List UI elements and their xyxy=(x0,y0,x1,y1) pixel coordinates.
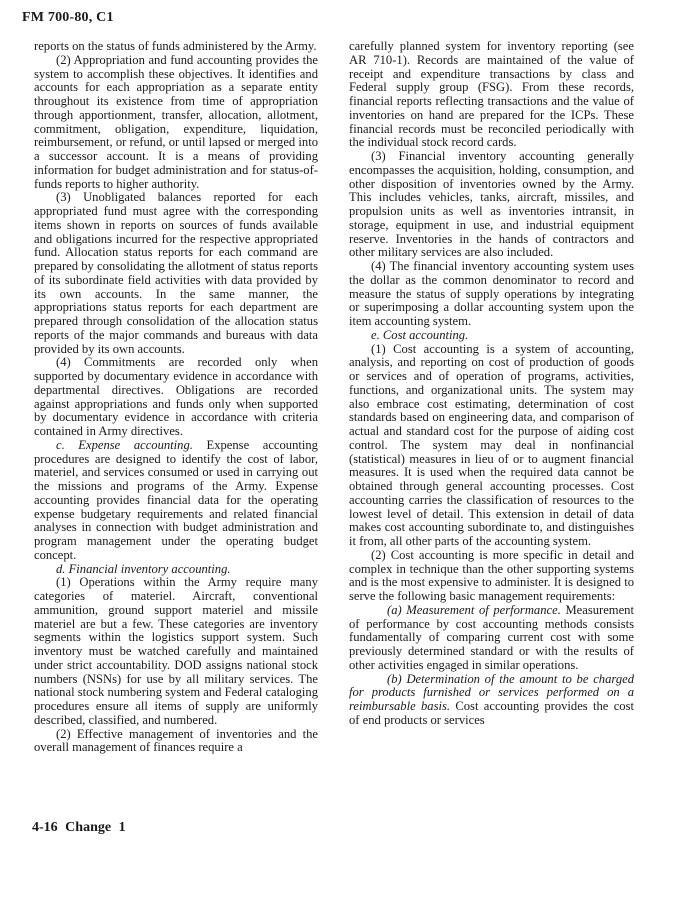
paragraph: carefully planned system for inventory reporting (see AR 710-1). Records are maintained of the value of receipt and expenditure transactions by class and Federal supply group (FSG). From these records, financial reports reflecting transactions and the value of inventories on hand are prepared for the ICPs. These financial records must be reconciled periodically with the individual stock record cards. xyxy=(349,39,634,150)
paragraph: (2) Appropriation and fund accounting provides the system to accomplish these objectives. It identifies and accounts for each appropriation as a separate entity throughout its existence from time of appropriation through apportionment, transfer, allocation, allotment, commitment, obligation, expenditure, liquidation, reimbursement, or refund, or until lapsed or merged into a successor account. It is a means of providing information for budget administration and for status-of-funds reports to higher authority. xyxy=(34,52,318,191)
paragraph: (a) Measurement of performance. Measurement of performance by cost accounting methods consists fundamentally of comparing current cost with some previously determined standard or with the results of other activities engaged in similar operations. xyxy=(349,602,634,672)
paragraph: (1) Operations within the Army require many categories of materiel. Aircraft, conventional ammunition, ground support materiel and missile materiel are but a few. These categories are inventory segments within the logistics support system. Such inventory must be watched carefully and maintained under strict accountability. DOD assigns national stock numbers (NSNs) for use by all military services. The national stock numbering system and Federal cataloging procedures ensure all items of supply are uniformly described, classified, and numbered. xyxy=(34,575,318,727)
paragraph: reports on the status of funds administered by the Army. xyxy=(34,39,317,53)
paragraph: c. Expense accounting. Expense accounting procedures are designed to identify the cost of labor, materiel, and services consumed or used in carrying out the missions and programs of the Army. Expense accounting provides financial data for the operating expense budgetary requirements and related financial analyses in connection with budget administration and program management under the operating budget concept. xyxy=(34,437,318,562)
paragraph: (2) Effective management of inventories and the overall management of finances require a xyxy=(34,726,318,755)
change-label: Change 1 xyxy=(65,820,126,835)
paragraph: (3) Unobligated balances reported for each appropriated fund must agree with the corresponding items shown in reports on sources of funds available and obligations incurred for the respective appropriated fund. Allocation status reports for each command are prepared by consolidating the allotment of status reports of its subordinate field activities with data provided by its own accounts. In the same manner, the appropriations status reports for each department are prepared through consolidation of the allocation status reports of the major commands and bureaus with data provided by its own accounts. xyxy=(34,190,318,356)
page-number: 4-16 xyxy=(32,820,58,835)
subsection-heading: (a) Measurement of performance. xyxy=(387,602,561,617)
paragraph: (b) Determination of the amount to be charged for products furnished or services performed on a reimbursable basis. Cost accounting provides the cost of end products or services xyxy=(349,671,634,727)
paragraph: (4) The financial inventory accounting system uses the dollar as the common denominator to record and measure the status of supply operations by integrating or superimposing a dollar accounting system upon the item accounting system. xyxy=(349,259,634,328)
section-heading: e. Cost accounting. xyxy=(371,327,469,342)
paragraph: (2) Cost accounting is more specific in detail and complex in technique than the other supporting systems and is the most expensive to administer. It is designed to serve the following basic management requirements: xyxy=(349,547,634,603)
subsection-heading: (b) Determination of the amount to be charged for products furnished or services performed on a reimbursable basis. xyxy=(349,671,634,713)
paragraph: (4) Commitments are recorded only when supported by documentary evidence in accordance with departmental directives. Obligations are recorded against appropriations and funds only when supported by documentary evidence in accordance with criteria contained in Army directives. xyxy=(34,355,318,438)
page-header: FM 700-80, C1 xyxy=(22,10,114,25)
left-column xyxy=(34,40,318,755)
section-heading: c. Expense accounting. xyxy=(56,437,193,452)
paragraph xyxy=(34,563,318,577)
right-column xyxy=(349,40,634,728)
paragraph: (1) Cost accounting is a system of accounting, analysis, and reporting on cost of production of goods or services and of operation of programs, activities, functions, and organizational units. The system may also embrace cost estimating, determination of cost standards based on engineering data, and comparison of actual and standard cost for the purpose of aiding cost control. The system may deal in nonfinancial (statistical) measures in lieu of or to augment financial measures. It is used when the required data cannot be obtained through general accounting processes. Cost accounting carries the classification of resources to the lowest level of detail. This extension in detail of data makes cost accounting subordinate to, and distinguishes it from, all other parts of the accounting system. xyxy=(349,341,634,548)
paragraph xyxy=(349,329,634,343)
paragraph: (3) Financial inventory accounting generally encompasses the acquisition, holding, consumption, and other disposition of inventories owned by the Army. This includes vehicles, tanks, aircraft, missiles, and propulsion units as well as inventories intransit, in storage, equipment in use, and industrial equipment reserve. Inventories in the hands of contractors and other military services are also included. xyxy=(349,149,634,260)
section-heading: d. Financial inventory accounting. xyxy=(56,561,231,576)
page-footer xyxy=(32,820,126,836)
